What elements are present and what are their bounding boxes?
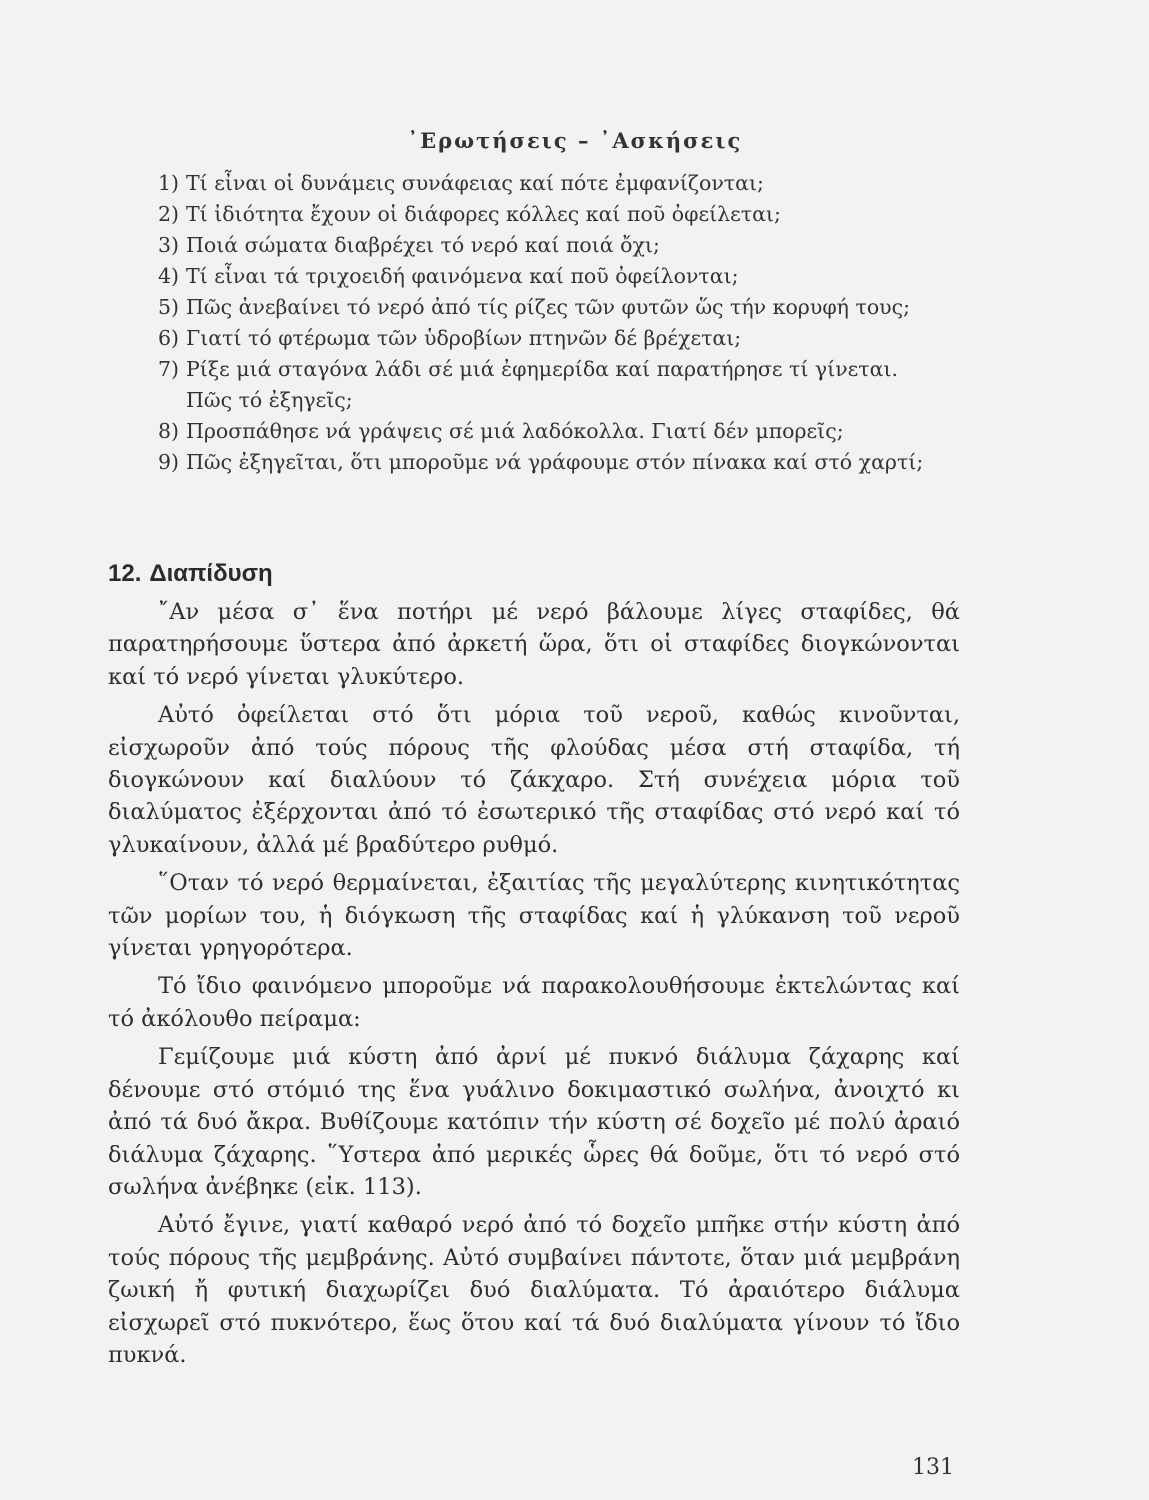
section-heading: [108, 560, 273, 588]
question-number: 7): [158, 357, 180, 381]
paragraph: Αὐτό ὀφείλεται στό ὅτι μόρια τοῦ νεροῦ, καθώς κινοῦνται, εἰσχωροῦν ἀπό τούς πόρους τῆς φλούδας μέσα στή σταφίδα, τή διογκώνουν καί διαλύουν τό ζάκχαρο. Στή συνέχεια μόρια τοῦ διαλύματος ἐξέρχονται ἀπό τό ἐσωτερικό τῆς σταφίδας στό νερό καί τό γλυκαίνουν, ἀλλά μέ βραδύτερο ρυθμό.: [108, 702, 960, 858]
question-item: [150, 292, 940, 323]
question-number: 2): [158, 202, 180, 226]
question-list: [150, 168, 940, 478]
question-text: Προσπάθησε νά γράψεις σέ μιά λαδόκολλα. Γιατί δέν μπορεῖς;: [186, 419, 844, 443]
question-text: Πῶς ἀνεβαίνει τό νερό ἀπό τίς ρίζες τῶν φυτῶν ὥς τήν κορυφή τους;: [186, 295, 911, 319]
question-item: [150, 323, 940, 354]
paragraph: ῞Οταν τό νερό θερμαίνεται, ἐξαιτίας τῆς μεγαλύτερης κινητικότητας τῶν μορίων του, ἡ διόγκωση τῆς σταφίδας καί ἡ γλύκανση τοῦ νεροῦ γίνεται γρηγορότερα.: [108, 870, 960, 962]
question-number: 6): [158, 326, 180, 350]
question-text: Ρίξε μιά σταγόνα λάδι σέ μιά ἐφημερίδα καί παρατήρησε τί γίνεται. Πῶς τό ἐξηγεῖς;: [186, 357, 899, 412]
paragraph: Γεμίζουμε μιά κύστη ἀπό ἀρνί μέ πυκνό διάλυμα ζάχαρης καί δένουμε στό στόμιό της ἕνα γυάλινο δοκιμαστικό σωλήνα, ἀνοιχτό κι ἀπό τά δυό ἄκρα. Βυθίζουμε κατόπιν τήν κύστη σέ δοχεῖο μέ πολύ ἀραιό διάλυμα ζάχαρης. ῞Υστερα ἀπό μερικές ὧρες θά δοῦμε, ὅτι τό νερό στό σωλήνα ἀνέβηκε (εἰκ. 113).: [108, 1044, 960, 1200]
question-item: [150, 230, 940, 261]
paragraph: Αὐτό ἔγινε, γιατί καθαρό νερό ἀπό τό δοχεῖο μπῆκε στήν κύστη ἀπό τούς πόρους τῆς μεμβράνης. Αὐτό συμβαίνει πάντοτε, ὅταν μιά μεμβράνη ζωική ἤ φυτική διαχωρίζει δυό διαλύματα. Τό ἀραιότερο διάλυμα εἰσχωρεῖ στό πυκνότερο, ἕως ὅτου καί τά δυό διαλύματα γίνουν τό ἴδιο πυκνά.: [108, 1212, 960, 1368]
question-text: Τί εἶναι τά τριχοειδή φαινόμενα καί ποῦ ὀφείλονται;: [186, 264, 739, 288]
section-title: ᾿Ερωτήσεις – ᾿Ασκήσεις: [407, 128, 743, 153]
paragraph: Τό ἴδιο φαινόμενο μποροῦμε νά παρακολουθήσουμε ἐκτελώντας καί τό ἀκόλουθο πείραμα:: [108, 973, 960, 1032]
question-text: Πῶς ἐξηγεῖται, ὅτι μποροῦμε νά γράφουμε στόν πίνακα καί στό χαρτί;: [186, 450, 924, 474]
question-text: Τί εἶναι οἱ δυνάμεις συνάφειας καί πότε ἐμφανίζονται;: [186, 171, 764, 195]
question-number: 8): [158, 419, 180, 443]
section-heading-number: 12.: [108, 560, 142, 587]
question-item: [150, 416, 940, 447]
section-heading-title: Διαπίδυση: [149, 560, 273, 587]
question-text: Τί ἰδιότητα ἔχουν οἱ διάφορες κόλλες καί ποῦ ὀφείλεται;: [186, 202, 781, 226]
body-text: [108, 596, 960, 1377]
question-number: 1): [158, 171, 180, 195]
paragraph: ῎Αν μέσα σ᾽ ἕνα ποτήρι μέ νερό βάλουμε λίγες σταφίδες, θά παρατηρήσουμε ὕστερα ἀπό ἀρκετή ὥρα, ὅτι οἱ σταφίδες διογκώνονται καί τό νερό γίνεται γλυκύτερο.: [108, 599, 960, 690]
question-item: [150, 261, 940, 292]
question-number: 5): [158, 295, 180, 319]
question-text: Ποιά σώματα διαβρέχει τό νερό καί ποιά ὄχι;: [186, 233, 660, 257]
question-text: Γιατί τό φτέρωμα τῶν ὑδροβίων πτηνῶν δέ βρέχεται;: [186, 326, 742, 350]
question-item: [150, 447, 940, 478]
question-item: [150, 354, 940, 416]
question-number: 9): [158, 450, 180, 474]
question-number: 4): [158, 264, 180, 288]
question-item: [150, 168, 940, 199]
question-number: 3): [158, 233, 180, 257]
question-item: [150, 199, 940, 230]
page-number: 131: [912, 1455, 954, 1480]
